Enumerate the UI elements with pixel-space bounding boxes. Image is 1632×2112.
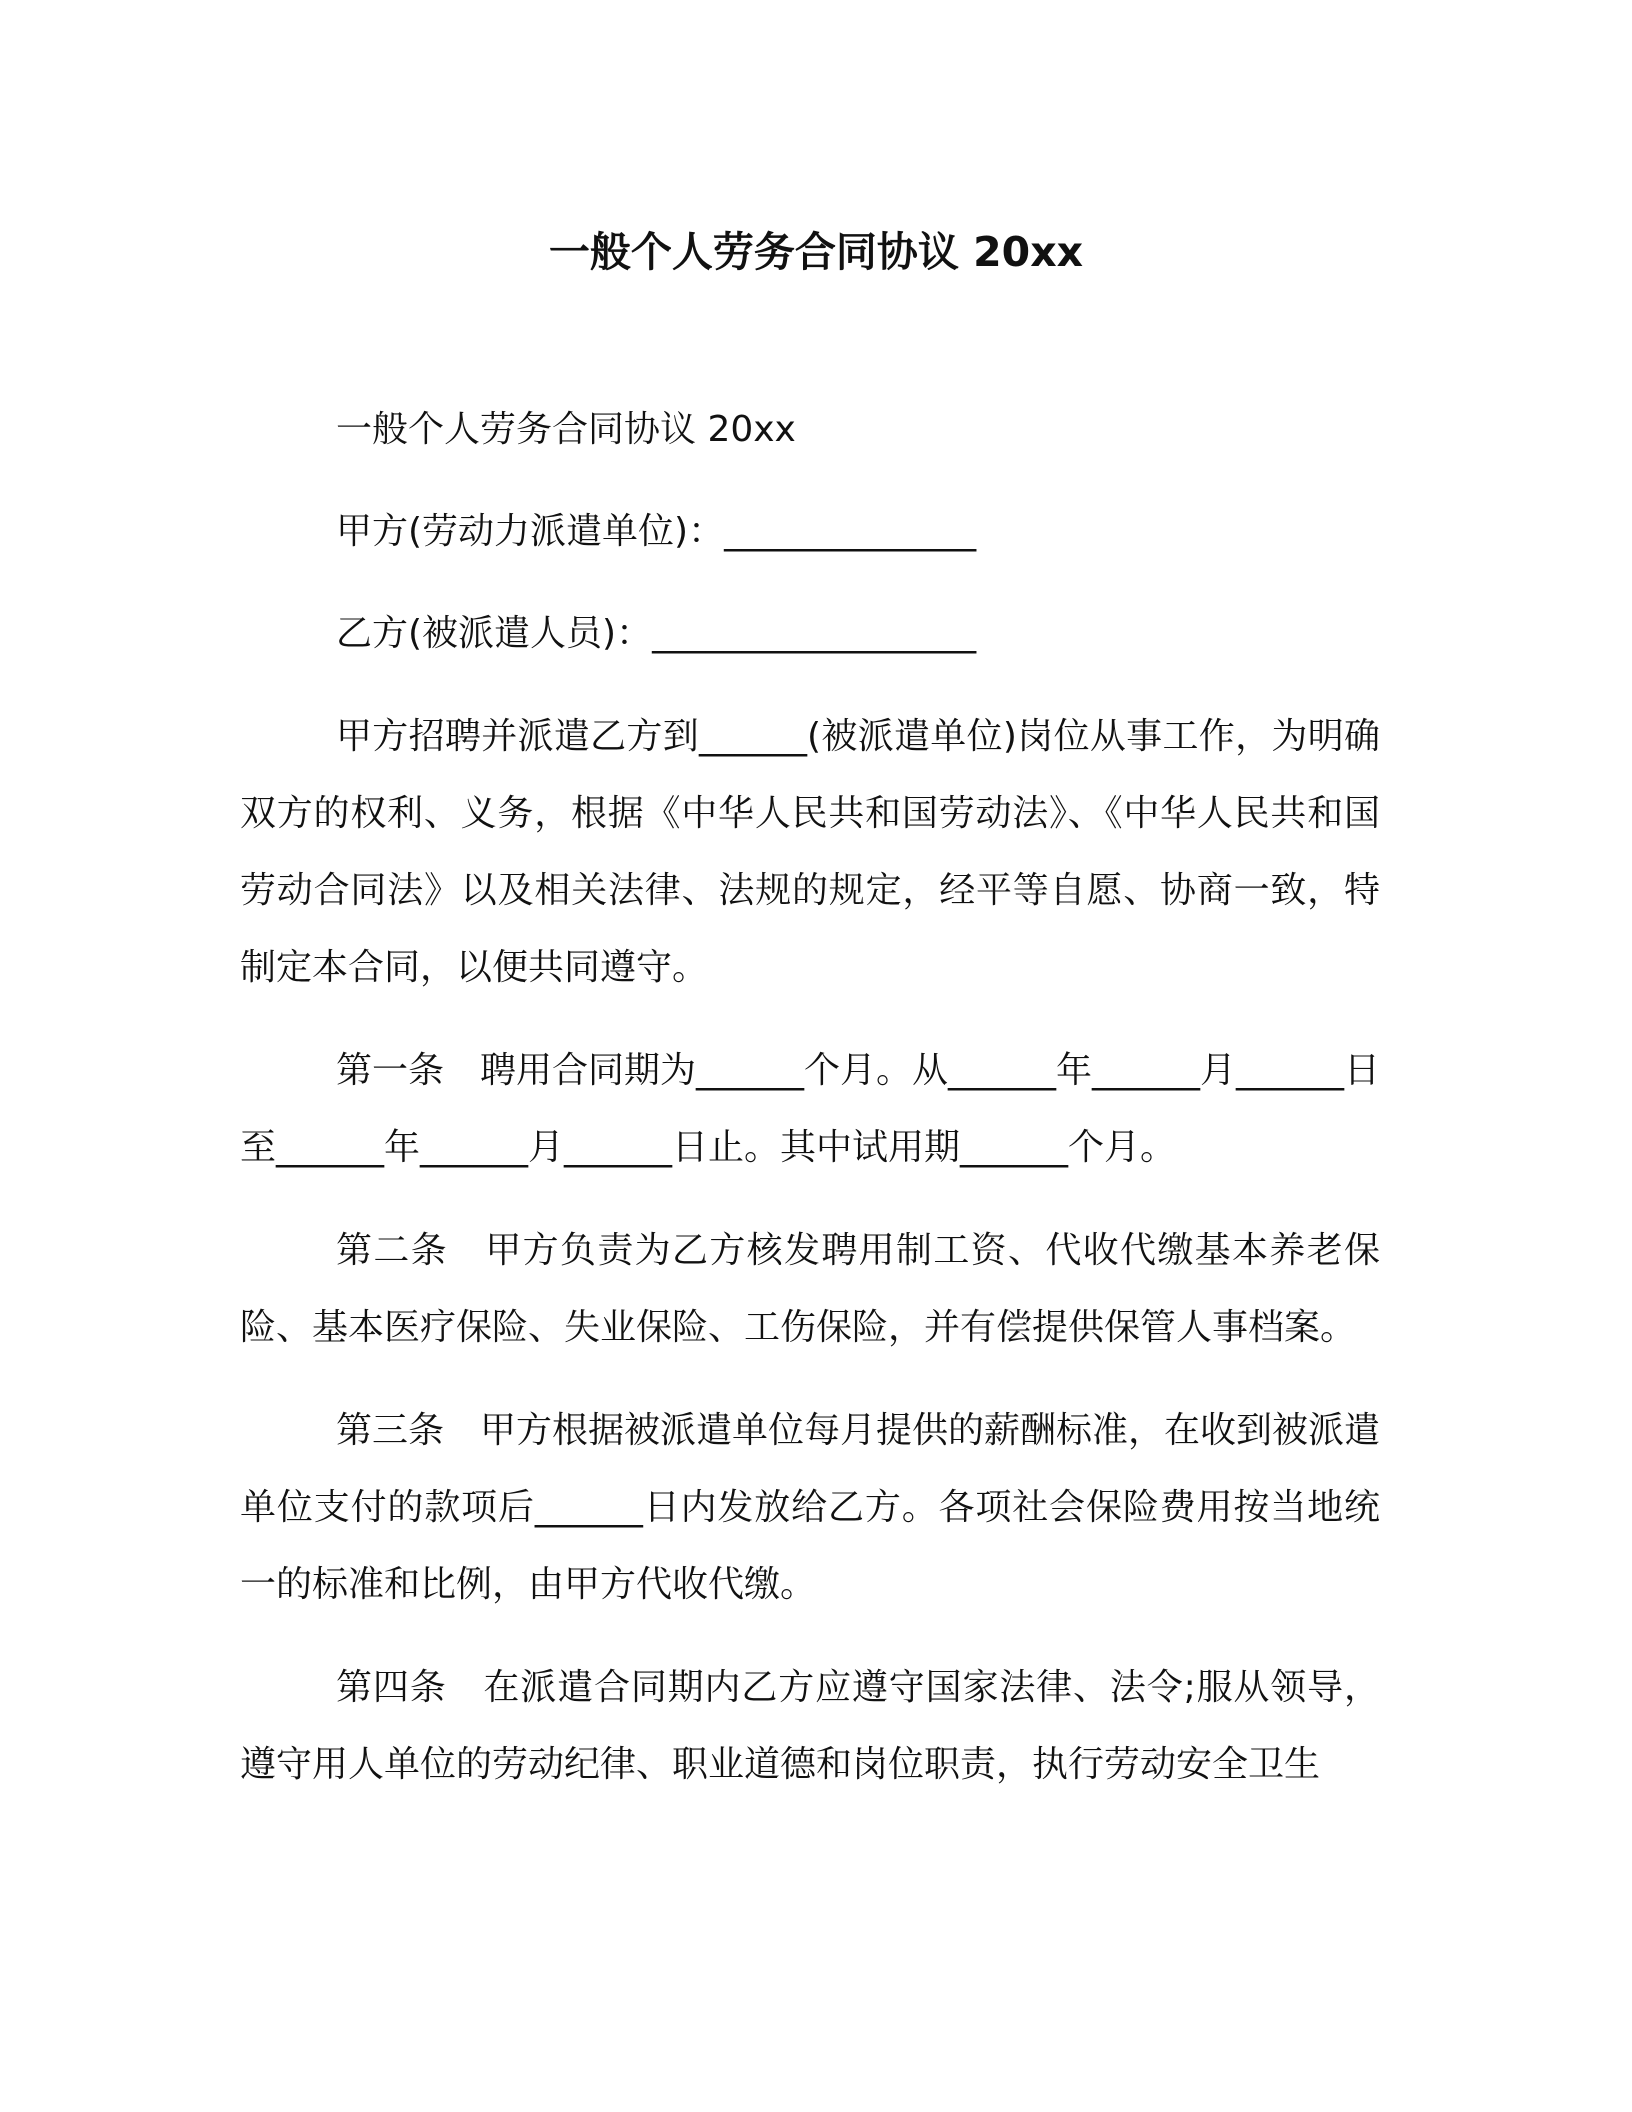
party-a-line: 甲方(劳动力派遣单位)：______________	[336, 511, 977, 552]
preamble-paragraph: 甲方招聘并派遣乙方到______(被派遣单位)岗位从事工作，为明确双方的权利、义务，根据《中华人民共和国劳动法》、《中华人民共和国劳动合同法》以及相关法律、法规的规定，经平等自愿、协商一致，特制定本合同，以便共同遵守。	[240, 716, 1380, 988]
document-subtitle: 一般个人劳务合同协议 20xx	[336, 409, 796, 450]
document-title: 一般个人劳务合同协议 20xx	[548, 228, 1084, 276]
article-1-paragraph: 第一条 聘用合同期为______个月。从______年______月______日至______年______月______日止。其中试用期______个月。	[240, 1050, 1381, 1168]
article-2-paragraph: 第二条 甲方负责为乙方核发聘用制工资、代收代缴基本养老保险、基本医疗保险、失业保险、工伤保险，并有偿提供保管人事档案。	[240, 1230, 1380, 1348]
article-4-paragraph: 第四条 在派遣合同期内乙方应遵守国家法律、法令;服从领导，遵守用人单位的劳动纪律、职业道德和岗位职责，执行劳动安全卫生	[240, 1667, 1380, 1785]
document-body	[240, 392, 1380, 1803]
article-3-paragraph: 第三条 甲方根据被派遣单位每月提供的薪酬标准，在收到被派遣单位支付的款项后______日内发放给乙方。各项社会保险费用按当地统一的标准和比例，由甲方代收代缴。	[240, 1410, 1381, 1605]
party-b-line: 乙方(被派遣人员)：__________________	[336, 613, 977, 654]
